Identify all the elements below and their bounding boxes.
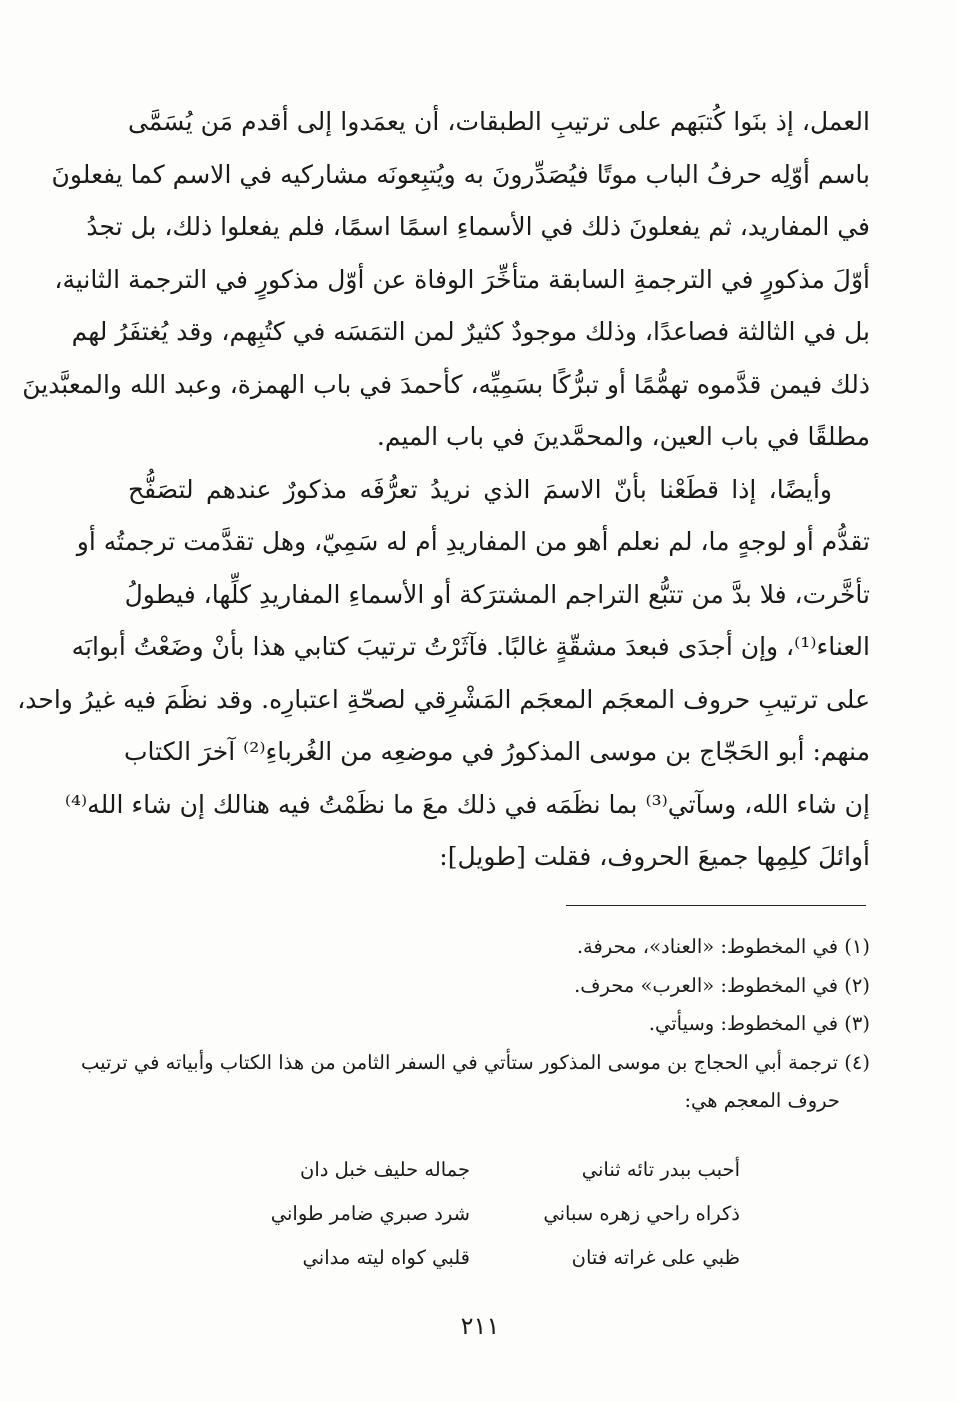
verse-hemistich: أحبب ببدر تائه ثناني [581, 1158, 740, 1181]
main-text [17, 96, 870, 884]
verse-second-hemistichs [250, 1148, 470, 1280]
verse-hemistich: جماله حليف خبل دان [300, 1158, 470, 1181]
verse-hemistich: ظبي على غراته فتان [571, 1246, 740, 1269]
text-line: مطلقًا في باب العين، والمحمَّدينَ في باب الميم. [376, 422, 870, 451]
footnote: (٣) في المخطوط: وسيأتي. [648, 1012, 870, 1035]
footnote: (٤) ترجمة أبي الحجاج بن موسى المذكور ستأتي في السفر الثامن من هذا الكتاب وأبياته في ترتيب [80, 1050, 870, 1074]
footnote: (٢) في المخطوط: «العرب» محرف. [574, 973, 870, 997]
text-line: أوّلَ مذكورٍ في الترجمةِ السابقة متأخِّرَ الوفاة عن أوّل مذكورٍ في الترجمة الثانية، [54, 264, 870, 294]
text-line: على ترتيبِ حروف المعجَم المعجَم المَشْرِقي لصحّةِ اعتبارِه. وقد نظَمَ فيه غيرُ واحد، [17, 684, 870, 714]
text-line: إن شاء الله، وسآتي⁽³⁾ بما نظَمَه في ذلك معَ ما نظَمْتُ فيه هنالك إن شاء الله⁽⁴⁾ [64, 789, 870, 819]
text-line: تقدُّم أو لوجهٍ ما، لم نعلم أهو من المفاريدِ أم له سَمِيّ، وهل تقدَّمت ترجمتُه أو [76, 527, 870, 556]
text-line: منهم: أبو الحَجّاج بن موسى المذكورُ في موضعِه من الغُرباءِ⁽²⁾ آخرَ الكتاب [124, 737, 870, 766]
text-line: أوائلَ كلِمِها جميعَ الحروف، فقلت [طويل]: [439, 842, 870, 871]
verse-first-hemistichs [500, 1148, 740, 1280]
footnote: (١) في المخطوط: «العناد»، محرفة. [576, 935, 870, 958]
footnote-separator [566, 905, 866, 906]
footnotes [80, 928, 870, 1121]
text-line: بل في الثالثة فصاعدًا، وذلك موجودٌ كثيرٌ لمن التمَسَه في كتُبِهم، وقد يُغتفَرُ لهم [71, 317, 870, 346]
verse-hemistich: شرد صبري ضامر طواني [270, 1202, 470, 1225]
text-line: باسم أوّلِه حرفُ الباب موتًا فيُصَدِّرونَ به ويُتبِعونَه مشاركيه في الاسم كما يفعلونَ [51, 159, 870, 189]
text-line: في المفاريد، ثم يفعلونَ ذلك في الأسماءِ اسمًا اسمًا، فلم يفعلوا ذلك، بل تجدُ [86, 212, 870, 241]
verse-hemistich: قلبي كواه ليته مداني [302, 1246, 470, 1269]
text-line: تأخَّرت، فلا بدَّ من تتبُّع التراجم المشترَكة أو الأسماءِ المفاريدِ كلِّها، فيطولُ [124, 579, 870, 609]
text-line: ذلك فيمن قدَّموه تهمُّمًا أو تبرُّكًا بسَمِيِّه، كأحمدَ في باب الهمزة، وعبد الله والمعبَّدينَ [22, 369, 870, 399]
footnote-continuation: حروف المعجم هي: [684, 1089, 840, 1112]
text-line: العناء⁽¹⁾، وإن أجدَى فبعدَ مشقّةٍ غالبًا. فآثَرْتُ ترتيبَ كتابي هذا بأنْ وضَعْتُ أبوابَه [71, 632, 870, 661]
verse-hemistich: ذكراه راحي زهره سباني [543, 1202, 740, 1225]
text-line: وأيضًا، إذا قطَعْنا بأنّ الاسمَ الذي نريدُ تعرُّفَه مذكورٌ عندهم لتصَفُّح [128, 474, 832, 504]
text-line: العمل، إذ بنَوا كُتبَهم على ترتيبِ الطبقات، أن يعمَدوا إلى أقدم مَن يُسَمَّى [128, 107, 870, 136]
page-number: ٢١١ [460, 1312, 500, 1340]
